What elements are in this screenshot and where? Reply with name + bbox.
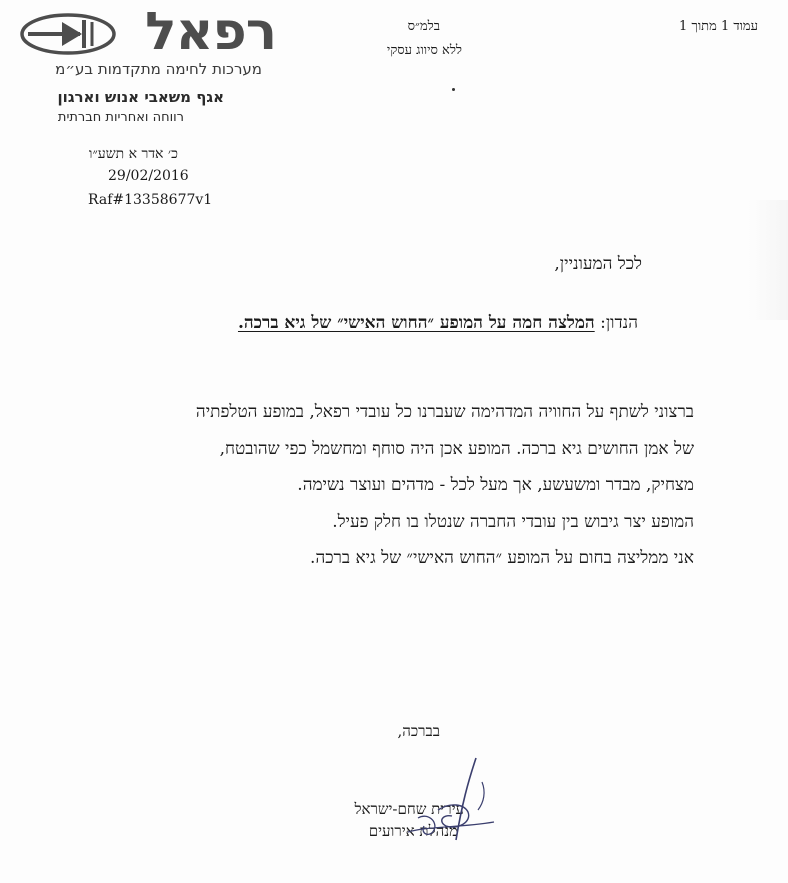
company-logo xyxy=(14,2,276,82)
gregorian-date: 29/02/2016 xyxy=(108,168,189,184)
closing: בברכה, xyxy=(397,722,440,740)
subject-text: המלצה חמה על המופע ״החוש האישי״ של גיא ברכה. xyxy=(237,313,595,333)
page-indicator: עמוד 1 מתוך 1 xyxy=(679,19,758,34)
logo-tagline: מערכות לחימה מתקדמות בע״מ xyxy=(55,60,262,78)
subject-label: הנדון: xyxy=(600,313,638,333)
classification-label: בלמ״ס xyxy=(407,19,440,34)
body-line-4: המופע יצר גיבוש בין עובדי החברה שנטלו בו חלק פעיל. xyxy=(332,511,694,532)
logo-wordmark: רפאל xyxy=(145,2,276,62)
body-line-1: ברצוני לשתף על החוויה המדהימה שעברנו כל עובדי רפאל, במופע הטלפתיה xyxy=(195,402,694,422)
body-line-2: של אמן החושים גיא ברכה. המופע אכן היה סוחף ומחשמל כפי שהובטח, xyxy=(219,438,694,459)
body-line-3: מצחיק, מבדר ומשעשע, אך מעל לכל - מדהים ועוצר נשימה. xyxy=(297,475,694,495)
reference-number: Raf#13358677v1 xyxy=(88,192,213,208)
signer-name: עירית שחם-ישראל xyxy=(354,800,464,818)
scan-shadow xyxy=(748,200,788,320)
rafael-emblem-icon xyxy=(18,12,118,56)
subject-line xyxy=(238,313,638,333)
body-line-5: אני ממליצה בחום על המופע ״החוש האישי״ של גיא ברכה. xyxy=(310,548,694,568)
signer-title: מנהלת אירועים xyxy=(368,822,458,840)
hebrew-date: כ׳ אדר א תשע״ו xyxy=(88,146,178,162)
scan-dot xyxy=(452,88,455,91)
sub-department: רווחה ואחריות חברתית xyxy=(57,110,184,125)
department-title: אגף משאבי אנוש וארגון xyxy=(57,88,224,106)
letter-body xyxy=(54,394,694,577)
salutation: לכל המעוניין, xyxy=(554,254,642,274)
commercial-classification: ללא סיווג עסקי xyxy=(386,43,462,58)
